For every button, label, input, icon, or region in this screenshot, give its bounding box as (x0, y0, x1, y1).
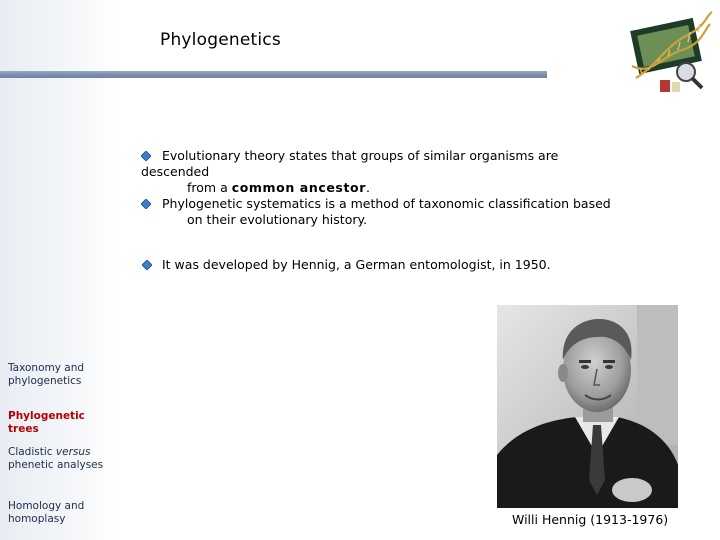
nav-item-phylogenetic-trees[interactable]: Phylogenetic trees (8, 410, 85, 435)
bullet-item (141, 148, 611, 196)
nav-item-taxonomy[interactable]: Taxonomy and phylogenetics (8, 362, 85, 387)
diamond-bullet-icon (141, 151, 151, 161)
portrait-photo (497, 305, 678, 508)
bullet-text: It was developed by Hennig, a German entomologist, in 1950. (162, 257, 551, 272)
slide-title: Phylogenetics (160, 30, 281, 50)
diamond-bullet-icon (141, 199, 151, 209)
bullet-item (141, 257, 611, 273)
bullet-text-line2: from a common ancestor. (187, 180, 370, 195)
nav-item-homology[interactable]: Homology and homoplasy (8, 500, 85, 525)
bullet-text: Phylogenetic systematics is a method of taxonomic classification based (162, 196, 611, 211)
title-rule (0, 71, 547, 78)
photo-caption: Willi Hennig (1913-1976) (512, 512, 669, 527)
diamond-bullet-icon (142, 260, 152, 270)
dna-logo-icon (626, 6, 716, 96)
nav-item-cladistic[interactable]: Cladistic versus phenetic analyses (8, 446, 104, 471)
bullet-text: Evolutionary theory states that groups of similar organisms are descended (141, 148, 559, 179)
bullet-item (141, 196, 611, 228)
bold-term: common ancestor (231, 180, 366, 195)
bullet-text-line2: on their evolutionary history. (187, 212, 368, 227)
